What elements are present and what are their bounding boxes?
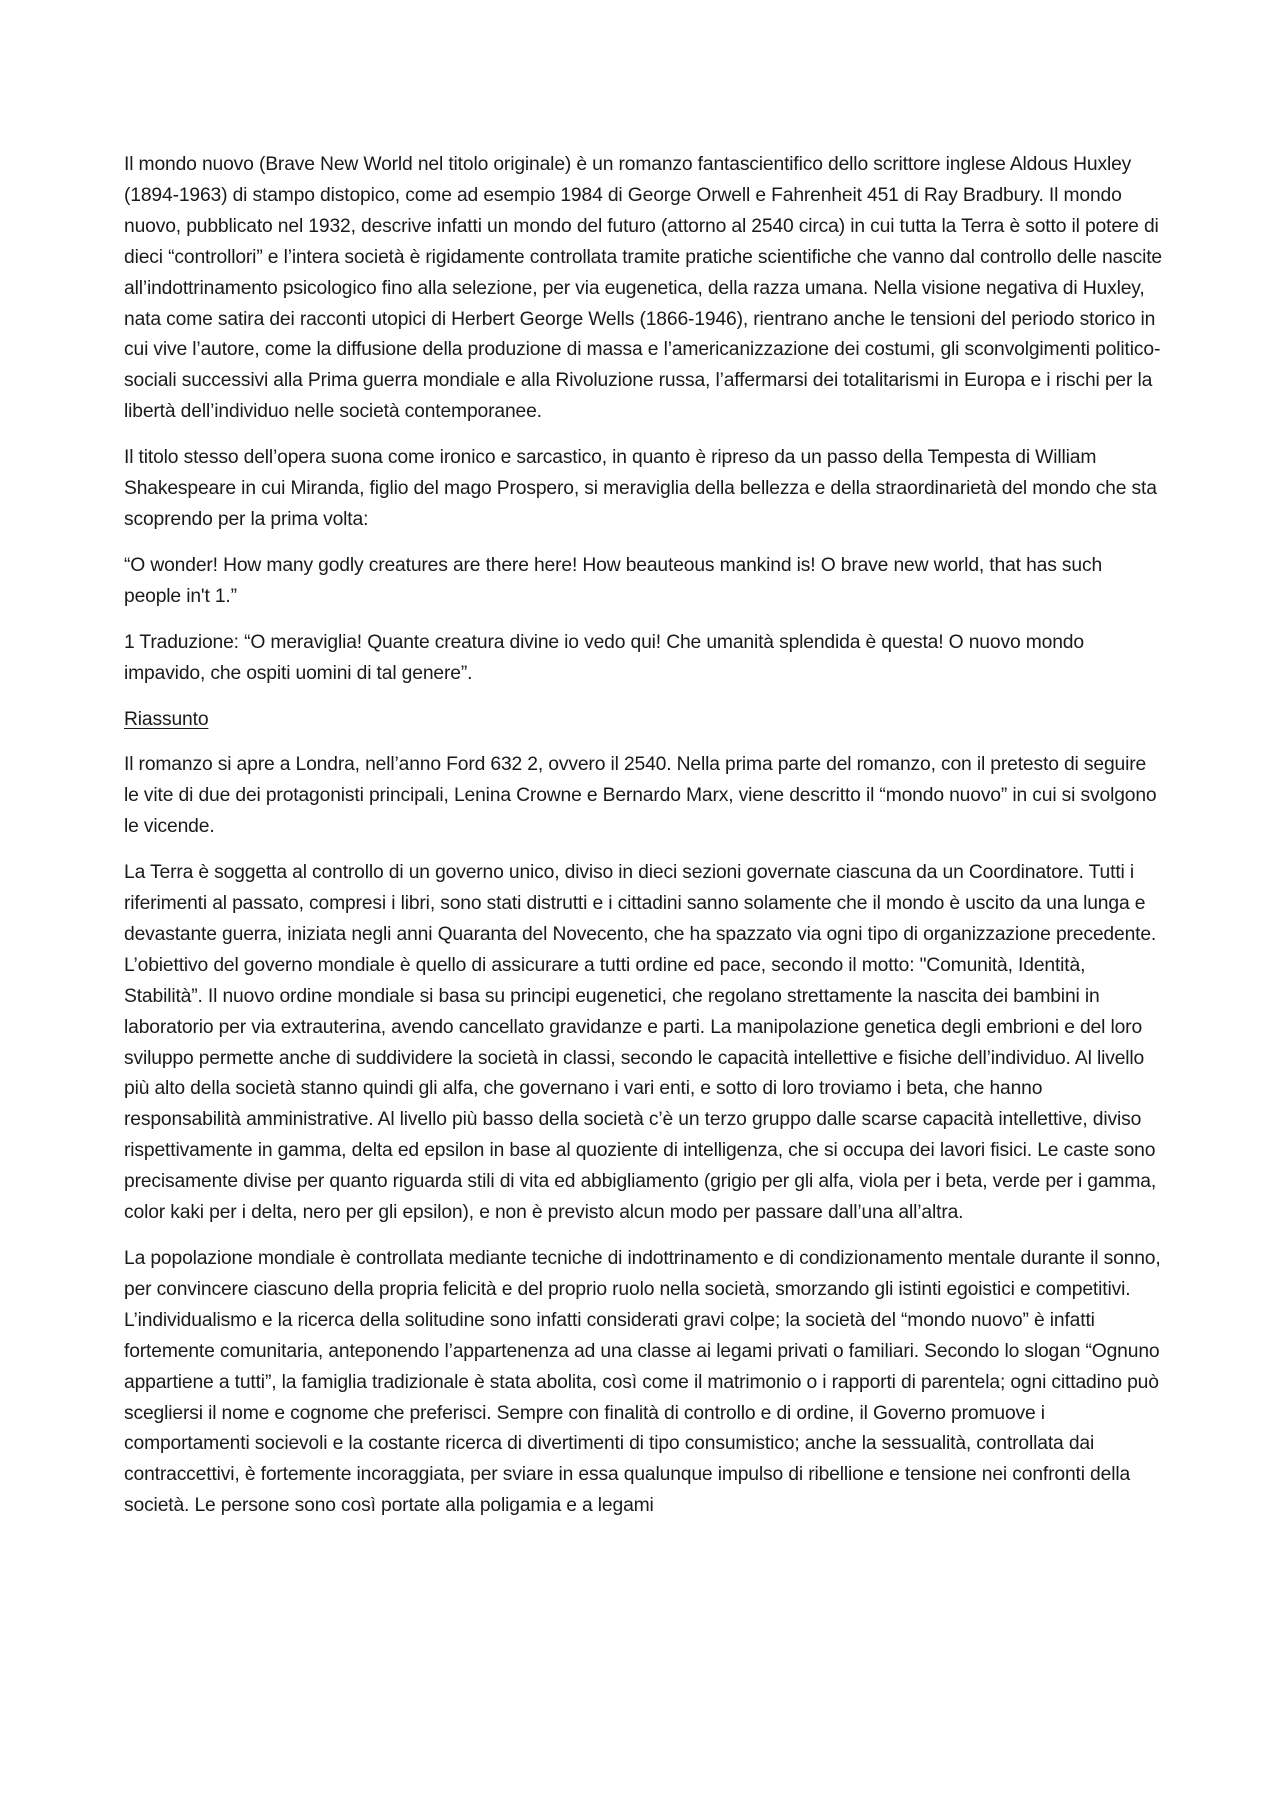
section-heading-riassunto: Riassunto (124, 708, 209, 730)
summary-paragraph-2: La Terra è soggetta al controllo di un governo unico, diviso in dieci sezioni governate ciascuna da un Coordinatore. Tutti i riferimenti al passato, compresi i libri, sono stati distrutti e i cittadini sanno solamente che il mondo è uscito da una lunga e devastante guerra, iniziata negli anni Quaranta del Novecento, che ha spazzato via ogni tipo di organizzazione precedente. L’obiettivo del governo mondiale è quello di assicurare a tutti ordine ed pace, secondo il motto: "Comunità, Identità, Stabilità”. Il nuovo ordine mondiale si basa su principi eugenetici, che regolano strettamente la nascita dei bambini in laboratorio per via extrauterina, avendo cancellato gravidanze e parti. La manipolazione genetica degli embrioni e del loro sviluppo permette anche di suddividere la società in classi, secondo le capacità intellettive e fisiche dell’individuo. Al livello più alto della società stanno quindi gli alfa, che governano i vari enti, e sotto di loro troviamo i beta, che hanno responsabilità amministrative. Al livello più basso della società c’è un terzo gruppo dalle scarse capacità intellettive, diviso rispettivamente in gamma, delta ed epsilon in base al quoziente di intelligenza, che si occupa dei lavori fisici. Le caste sono precisamente divise per quanto riguarda stili di vita ed abbigliamento (grigio per gli alfa, viola per i beta, verde per i gamma, color kaki per i delta, nero per gli epsilon), e non è previsto alcun modo per passare dall’una all’altra. (124, 862, 1157, 1224)
intro-paragraph: Il mondo nuovo (Brave New World nel titolo originale) è un romanzo fantascientifico dello scrittore inglese Aldous Huxley (1894-1963) di stampo distopico, come ad esempio 1984 di George Orwell e Fahrenheit 451 di Ray Bradbury. Il mondo nuovo, pubblicato nel 1932, descrive infatti un mondo del futuro (attorno al 2540 circa) in cui tutta la Terra è sotto il potere di dieci “controllori” e l’intera società è rigidamente controllata tramite pratiche scientifiche che vanno dal controllo delle nascite all’indottrinamento psicologico fino alla selezione, per via eugenetica, della razza umana. Nella visione negativa di Huxley, nata come satira dei racconti utopici di Herbert George Wells (1866-1946), rientrano anche le tensioni del periodo storico in cui vive l’autore, come la diffusione della produzione di massa e l’americanizzazione dei costumi, gli sconvolgimenti politico-sociali successivi alla Prima guerra mondiale e alla Rivoluzione russa, l’affermarsi dei totalitarismi in Europa e i rischi per la libertà dell’individuo nelle società contemporanee. (124, 154, 1162, 423)
shakespeare-quote: “O wonder! How many godly creatures are there here! How beauteous mankind is! O brave new world, that has such people in't 1.” (124, 554, 1103, 607)
document-page (124, 150, 1164, 1537)
summary-paragraph-3: La popolazione mondiale è controllata mediante tecniche di indottrinamento e di condizionamento mentale durante il sonno, per convincere ciascuno della propria felicità e del proprio ruolo nella società, smorzando gli istinti egoistici e competitivi. L’individualismo e la ricerca della solitudine sono infatti considerati gravi colpe; la società del “mondo nuovo” è infatti fortemente comunitaria, anteponendo l’appartenenza ad una classe ai legami privati o familiari. Secondo lo slogan “Ognuno appartiene a tutti”, la famiglia tradizionale è stata abolita, così come il matrimonio o i rapporti di parentela; ogni cittadino può scegliersi il nome e cognome che preferisci. Sempre con finalità di controllo e di ordine, il Governo promuove i comportamenti socievoli e la costante ricerca di divertimenti di tipo consumistico; anche la sessualità, controllata dai contraccettivi, è fortemente incoraggiata, per sviare in essa qualunque impulso di ribellione e tensione nei confronti della società. Le persone sono così portate alla poligamia e a legami (124, 1248, 1161, 1517)
summary-paragraph-1: Il romanzo si apre a Londra, nell’anno Ford 632 2, ovvero il 2540. Nella prima parte del romanzo, con il pretesto di seguire le vite di due dei protagonisti principali, Lenina Crowne e Bernardo Marx, viene descritto il “mondo nuovo” in cui si svolgono le vicende. (124, 754, 1157, 838)
translation-note: 1 Traduzione: “O meraviglia! Quante creatura divine io vedo qui! Che umanità splendida è questa! O nuovo mondo impavido, che ospiti uomini di tal genere”. (124, 631, 1084, 684)
title-origin-paragraph: Il titolo stesso dell’opera suona come ironico e sarcastico, in quanto è ripreso da un passo della Tempesta di William Shakespeare in cui Miranda, figlio del mago Prospero, si meraviglia della bellezza e della straordinarietà del mondo che sta scoprendo per la prima volta: (124, 447, 1157, 530)
